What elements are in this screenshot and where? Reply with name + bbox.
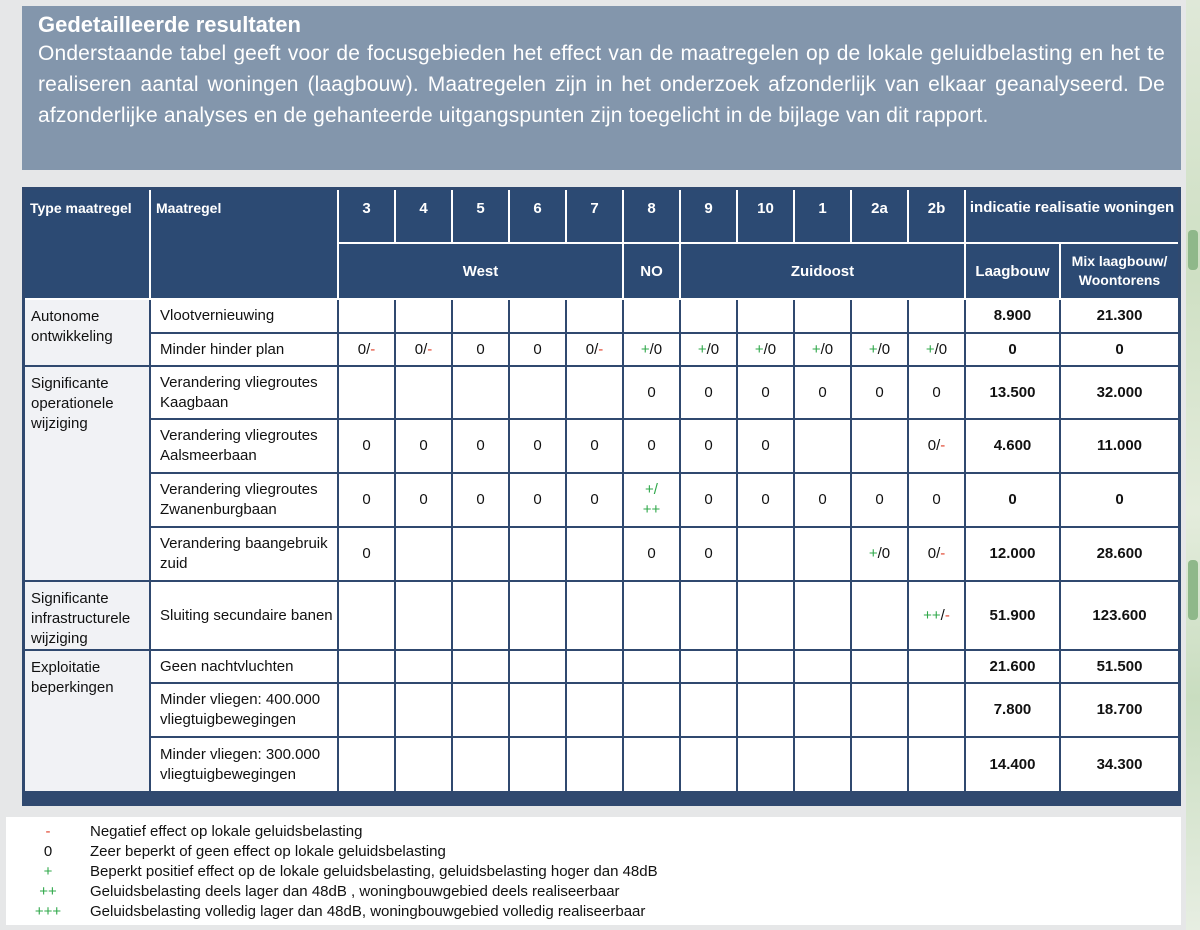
maatregel-name: Sluiting secundaire banen [150,581,338,650]
header-area: 6 [509,190,566,243]
effect-cell: 0 [452,473,509,527]
header-group-west: West [338,243,623,299]
header-mix: Mix laagbouw/ Woontorens [1060,243,1178,299]
header-area: 5 [452,190,509,243]
legend-item [6,842,1181,862]
legend-symbol: 0 [43,843,53,860]
effect-cell [908,737,965,792]
effect-cell: 0 [623,527,680,581]
header-row-areas [25,190,1178,243]
effect-cell [566,366,623,419]
effect-cell [680,650,737,683]
maatregel-name: Verandering baangebruik zuid [150,527,338,581]
laagbouw-value: 7.800 [965,683,1060,737]
maatregel-name: Verandering vliegroutes Aalsmeerbaan [150,419,338,473]
effect-cell [452,299,509,333]
legend-item [6,862,1181,882]
table-row [25,419,1178,473]
effect-cell: 0/- [566,333,623,366]
effect-cell: 0 [395,473,452,527]
effect-cell: 0 [737,366,794,419]
header-group-no: NO [623,243,680,299]
header-area: 7 [566,190,623,243]
table-body [25,299,1178,792]
effect-cell [851,299,908,333]
legend-text: Geluidsbelasting deels lager dan 48dB , woningbouwgebied deels realiseerbaar [90,883,620,900]
header-area: 3 [338,190,395,243]
laagbouw-value: 8.900 [965,299,1060,333]
effect-cell [566,737,623,792]
effect-cell [452,527,509,581]
effect-cell [794,419,851,473]
effect-cell: 0 [794,366,851,419]
laagbouw-value: 51.900 [965,581,1060,650]
effect-cell [395,581,452,650]
effect-cell [395,299,452,333]
effect-cell [338,299,395,333]
effect-cell: 0 [908,473,965,527]
table-row [25,737,1178,792]
effect-cell: 0/- [908,419,965,473]
effect-cell [908,650,965,683]
table-row [25,366,1178,419]
effect-cell: +/0 [851,527,908,581]
legend-text: Zeer beperkt of geen effect op lokale geluidsbelasting [90,843,446,860]
effect-cell: +/0 [623,333,680,366]
effect-cell [794,683,851,737]
effect-cell [395,650,452,683]
effect-cell: 0 [737,419,794,473]
effect-cell [395,737,452,792]
results-table-container [22,187,1181,806]
effect-cell: 0 [680,473,737,527]
effect-cell [338,737,395,792]
legend-item [6,822,1181,842]
header-indicatie: indicatie realisatie woningen [965,190,1178,243]
effect-cell [794,737,851,792]
map-feature [1188,230,1198,270]
effect-cell [509,527,566,581]
effect-cell [908,683,965,737]
effect-cell: 0/- [395,333,452,366]
effect-cell [566,581,623,650]
mix-value: 18.700 [1060,683,1178,737]
maatregel-type: Autonome ontwikkeling [25,299,150,366]
effect-cell [452,650,509,683]
effect-cell: +/0 [851,333,908,366]
mix-value: 21.300 [1060,299,1178,333]
effect-cell [566,683,623,737]
header-area: 2a [851,190,908,243]
maatregel-name: Verandering vliegroutes Kaagbaan [150,366,338,419]
effect-cell: 0 [338,527,395,581]
maatregel-name: Vlootvernieuwing [150,299,338,333]
header-area: 1 [794,190,851,243]
effect-cell: +/0 [680,333,737,366]
header-area: 10 [737,190,794,243]
header-type-maatregel: Type maatregel [25,190,150,299]
table-row [25,333,1178,366]
table-row [25,581,1178,650]
legend-symbol: ++ [39,883,57,900]
header-area: 4 [395,190,452,243]
intro-title: Gedetailleerde resultaten [38,12,301,37]
effect-cell [737,527,794,581]
maatregel-name: Geen nachtvluchten [150,650,338,683]
header-area: 8 [623,190,680,243]
effect-cell [566,299,623,333]
mix-value: 0 [1060,473,1178,527]
mix-value: 123.600 [1060,581,1178,650]
legend-symbol: + [43,863,53,880]
effect-cell: +/ ++ [623,473,680,527]
effect-cell [338,650,395,683]
effect-cell [509,366,566,419]
effect-cell: 0 [509,419,566,473]
header-area: 2b [908,190,965,243]
effect-cell: 0 [680,366,737,419]
effect-cell [680,737,737,792]
effect-cell [737,737,794,792]
legend-symbol: - [45,823,51,840]
header-area: 9 [680,190,737,243]
maatregel-type: Significante infrastructurele wijziging [25,581,150,650]
legend-text: Geluidsbelasting volledig lager dan 48dB, woningbouwgebied volledig realiseerbaar [90,903,646,920]
effect-cell: 0 [680,527,737,581]
effect-cell [509,581,566,650]
effect-cell: 0 [566,473,623,527]
effect-cell: 0 [680,419,737,473]
header-group-zuidoost: Zuidoost [680,243,965,299]
effect-cell: 0 [509,333,566,366]
effect-cell: 0 [566,419,623,473]
effect-cell [737,299,794,333]
effect-cell [680,581,737,650]
effect-cell: 0/- [908,527,965,581]
effect-cell [794,527,851,581]
effect-cell: 0 [908,366,965,419]
effect-cell [509,683,566,737]
effect-cell: 0 [623,366,680,419]
effect-cell [851,737,908,792]
effect-cell [623,650,680,683]
effect-cell [737,683,794,737]
effect-cell [794,299,851,333]
effect-cell [509,299,566,333]
legend-symbol: +++ [34,903,62,920]
maatregel-type: Significante operationele wijziging [25,366,150,581]
mix-value: 28.600 [1060,527,1178,581]
laagbouw-value: 14.400 [965,737,1060,792]
intro-text: Onderstaande tabel geeft voor de focusgebieden het effect van de maatregelen op de lokale geluidbelasting en het te realiseren aantal woningen (laagbouw). Maatregelen zijn in het onderzoek afzonderlijk van elkaar geanalyseerd. De afzonderlijke analyses en de gehanteerde uitgangspunten zijn toegelicht in de bijlage van dit rapport. [38,42,1165,127]
table-row [25,473,1178,527]
effect-cell: 0 [851,366,908,419]
laagbouw-value: 0 [965,333,1060,366]
laagbouw-value: 12.000 [965,527,1060,581]
effect-cell: 0/- [338,333,395,366]
legend-text: Negatief effect op lokale geluidsbelasting [90,823,363,840]
effect-cell [623,737,680,792]
maatregel-name: Minder vliegen: 300.000 vliegtuigbewegingen [150,737,338,792]
table-row [25,683,1178,737]
effect-cell: 0 [338,473,395,527]
maatregel-type: Exploitatie beperkingen [25,650,150,792]
effect-cell [623,299,680,333]
mix-value: 32.000 [1060,366,1178,419]
effect-cell: 0 [452,419,509,473]
effect-cell [452,683,509,737]
mix-value: 34.300 [1060,737,1178,792]
map-feature [1188,560,1198,620]
effect-cell [851,581,908,650]
maatregel-name: Minder hinder plan [150,333,338,366]
effect-cell: 0 [851,473,908,527]
effect-cell [395,527,452,581]
effect-cell: 0 [623,419,680,473]
legend-item [6,882,1181,902]
effect-cell [851,650,908,683]
effect-cell [566,527,623,581]
legend [6,817,1181,925]
effect-cell: +/0 [908,333,965,366]
effect-cell [623,581,680,650]
mix-value: 0 [1060,333,1178,366]
effect-cell: 0 [395,419,452,473]
effect-cell [908,299,965,333]
intro-box [22,6,1181,170]
table-row [25,650,1178,683]
effect-cell [794,650,851,683]
effect-cell [851,683,908,737]
legend-item [6,902,1181,922]
effect-cell: 0 [794,473,851,527]
maatregel-name: Minder vliegen: 400.000 vliegtuigbewegingen [150,683,338,737]
effect-cell [509,650,566,683]
effect-cell: ++/- [908,581,965,650]
effect-cell [338,683,395,737]
effect-cell [737,650,794,683]
effect-cell [509,737,566,792]
header-maatregel: Maatregel [150,190,338,299]
effect-cell: 0 [737,473,794,527]
legend-text: Beperkt positief effect op de lokale geluidsbelasting, geluidsbelasting hoger dan 48dB [90,863,658,880]
effect-cell [452,581,509,650]
laagbouw-value: 13.500 [965,366,1060,419]
effect-cell [851,419,908,473]
effect-cell [737,581,794,650]
mix-value: 51.500 [1060,650,1178,683]
effect-cell [395,366,452,419]
effect-cell [338,366,395,419]
header-laagbouw: Laagbouw [965,243,1060,299]
effect-cell [623,683,680,737]
laagbouw-value: 0 [965,473,1060,527]
laagbouw-value: 21.600 [965,650,1060,683]
effect-cell: 0 [338,419,395,473]
effect-cell [680,683,737,737]
effect-cell [680,299,737,333]
effect-cell: +/0 [737,333,794,366]
effect-cell [452,366,509,419]
effect-cell: 0 [509,473,566,527]
mix-value: 11.000 [1060,419,1178,473]
effect-cell: 0 [452,333,509,366]
effect-cell [566,650,623,683]
effect-cell: +/0 [794,333,851,366]
effect-cell [794,581,851,650]
maatregel-name: Verandering vliegroutes Zwanenburgbaan [150,473,338,527]
map-background-edge [1186,0,1200,930]
effect-cell [338,581,395,650]
effect-cell [452,737,509,792]
laagbouw-value: 4.600 [965,419,1060,473]
table-row [25,527,1178,581]
results-table [25,190,1178,793]
table-row [25,299,1178,333]
effect-cell [395,683,452,737]
